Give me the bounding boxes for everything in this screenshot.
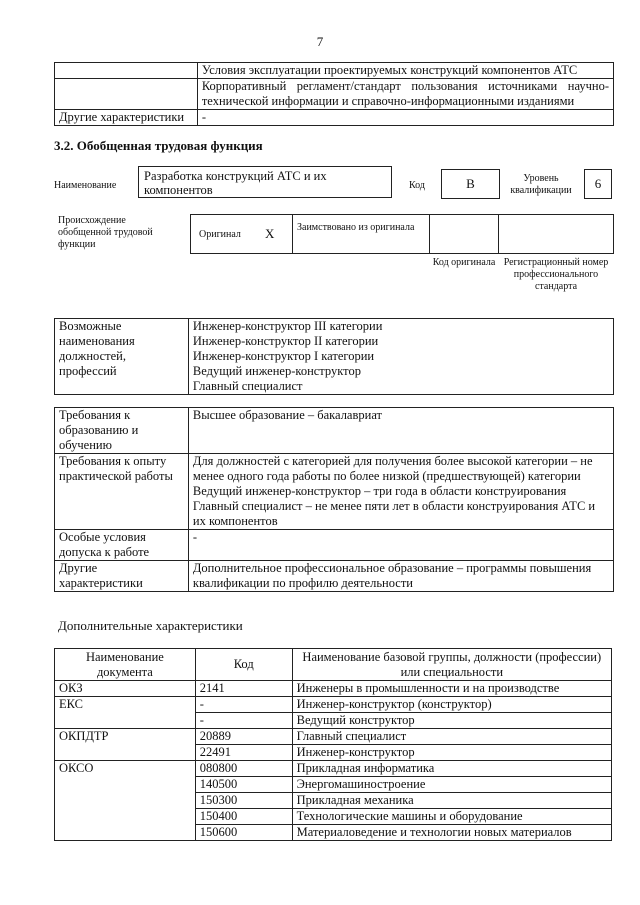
table-cell: Инженер-конструктор <box>292 745 611 761</box>
table-cell: Инженеры в промышленности и на производстве <box>292 681 611 697</box>
table-cell: Прикладная механика <box>292 793 611 809</box>
table-cell: Инженер-конструктор (конструктор) <box>292 697 611 713</box>
table-row <box>55 561 614 592</box>
positions-list <box>188 319 613 395</box>
table-cell: ЕКС <box>55 697 196 729</box>
divider <box>292 214 293 254</box>
position-item: Ведущий инженер-конструктор <box>192 364 361 378</box>
table-cell: ОКСО <box>55 761 196 841</box>
table-cell <box>55 63 198 79</box>
table-row <box>55 110 614 126</box>
level-value: 6 <box>584 169 612 199</box>
original-mark: X <box>265 226 275 241</box>
table-row <box>55 697 612 713</box>
table-cell: Технологические машины и оборудование <box>292 809 611 825</box>
level-label: Уровень квалификации <box>510 173 572 196</box>
requirement-value: Высшее образование – бакалавриат <box>188 408 613 454</box>
requirements-table <box>54 407 614 592</box>
table-cell: ОКЗ <box>55 681 196 697</box>
original-label: Оригинал <box>199 229 241 240</box>
function-name-box <box>138 166 392 198</box>
requirement-label: Требования к опыту практической работы <box>55 454 189 530</box>
table-header-row <box>55 649 612 681</box>
table-row <box>55 761 612 777</box>
table-cell: - <box>195 697 292 713</box>
table-cell: 22491 <box>195 745 292 761</box>
table-cell: Материаловедение и технологии новых материалов <box>292 825 611 841</box>
table-cell: Корпоративный регламент/стандарт пользования источниками научно-технической информации и справочно-информационными изданиями <box>197 79 613 110</box>
table-row <box>55 79 614 110</box>
code-original-caption: Код оригинала <box>432 257 496 268</box>
name-label: Наименование <box>54 180 117 191</box>
positions-label: Возможные наименования должностей, профессий <box>55 319 189 395</box>
table-row <box>55 408 614 454</box>
table-cell: Главный специалист <box>292 729 611 745</box>
table-row <box>55 729 612 745</box>
origin-box <box>190 214 614 254</box>
requirement-label: Требования к образованию и обучению <box>55 408 189 454</box>
code-label: Код <box>409 180 425 191</box>
table-cell <box>55 79 198 110</box>
origin-label: Происхождение обобщенной трудовой функции <box>58 215 153 250</box>
table-row <box>55 681 612 697</box>
page-number: 7 <box>316 34 324 49</box>
table-cell: 20889 <box>195 729 292 745</box>
requirement-label: Другие характеристики <box>55 561 189 592</box>
table-cell: 150300 <box>195 793 292 809</box>
table-cell: 080800 <box>195 761 292 777</box>
table-cell: Ведущий конструктор <box>292 713 611 729</box>
borrowed-label: Заимствовано из оригинала <box>297 222 415 233</box>
table-row <box>55 319 614 395</box>
table-cell: Энергомашиностроение <box>292 777 611 793</box>
position-item: Инженер-конструктор III категории <box>192 319 383 333</box>
requirement-label: Особые условия допуска к работе <box>55 530 189 561</box>
code-value: B <box>441 169 500 199</box>
position-item: Инженер-конструктор I категории <box>192 349 375 363</box>
table-cell: Другие характеристики <box>55 110 198 126</box>
table-cell: - <box>195 713 292 729</box>
table-row <box>55 63 614 79</box>
divider <box>429 214 430 254</box>
table-cell: ОКПДТР <box>55 729 196 761</box>
divider <box>498 214 499 254</box>
requirement-value: - <box>188 530 613 561</box>
requirement-value: Дополнительное профессиональное образование – программы повышения квалификации по профилю деятельности <box>188 561 613 592</box>
additional-title: Дополнительные характеристики <box>58 618 243 633</box>
table-cell: Прикладная информатика <box>292 761 611 777</box>
column-header: Наименование документа <box>55 649 196 681</box>
top-table <box>54 62 614 126</box>
function-name-value: Разработка конструкций АТС и их компонентов <box>144 169 327 197</box>
table-cell: 2141 <box>195 681 292 697</box>
requirement-value: Для должностей с категорией для получения более высокой категории – не менее одного года работы по более низкой (предшествующей) категории Ведущий инженер-конструктор – три года в области конструирования Главный специалист – не менее пяти лет в области конструирования АТС и их компонентов <box>188 454 613 530</box>
position-item: Инженер-конструктор II категории <box>192 334 379 348</box>
table-cell: 150400 <box>195 809 292 825</box>
column-header: Код <box>195 649 292 681</box>
table-cell: 140500 <box>195 777 292 793</box>
reg-number-caption: Регистрационный номер профессионального стандарта <box>503 257 609 292</box>
positions-table <box>54 318 614 395</box>
section-title: 3.2. Обобщенная трудовая функция <box>54 138 263 153</box>
column-header: Наименование базовой группы, должности (профессии) или специальности <box>292 649 611 681</box>
table-cell: 150600 <box>195 825 292 841</box>
table-row <box>55 530 614 561</box>
additional-table <box>54 648 612 841</box>
table-cell: Условия эксплуатации проектируемых конструкций компонентов АТС <box>197 63 613 79</box>
table-row <box>55 454 614 530</box>
position-item: Главный специалист <box>192 379 303 393</box>
table-cell: - <box>197 110 613 126</box>
